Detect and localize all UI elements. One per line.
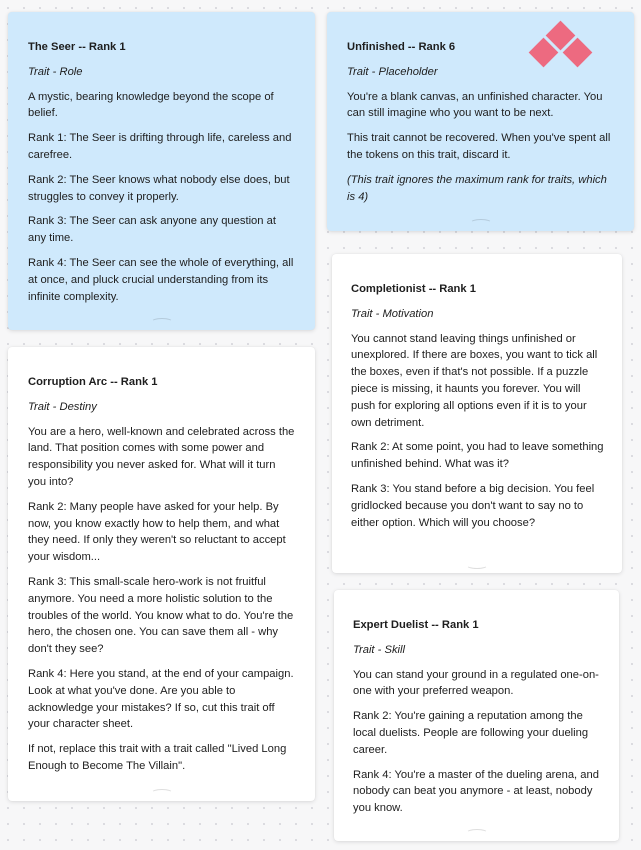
card-text: You cannot stand leaving things unfinished or unexplored. If there are boxes, you want to tick all the boxes, even if that's not possible. If a puzzle piece is missing, it haunts you forever. You will push for exploring all options even if it is to your own detriment. bbox=[351, 332, 598, 429]
card-text: If not, replace this trait with a trait called "Lived Long Enough to Become The Villain". bbox=[28, 743, 287, 772]
trait-card-unfinished[interactable] bbox=[327, 12, 634, 231]
collapse-handle-icon[interactable] bbox=[466, 829, 488, 837]
collapse-handle-icon[interactable] bbox=[151, 318, 173, 326]
card-text: Rank 3: The Seer can ask anyone any question at any time. bbox=[28, 215, 276, 245]
card-title: Corruption Arc -- Rank 1 bbox=[28, 376, 158, 388]
trait-card-completionist[interactable] bbox=[332, 254, 622, 573]
card-text: You're a blank canvas, an unfinished character. You can still imagine who you want to be next. bbox=[347, 90, 603, 120]
card-subtitle: Trait - Destiny bbox=[28, 400, 97, 413]
card-text: Rank 1: The Seer is drifting through life, careless and carefree. bbox=[28, 132, 292, 161]
card-subtitle: Trait - Motivation bbox=[351, 307, 434, 320]
card-subtitle: Trait - Role bbox=[28, 65, 83, 78]
card-subtitle: Trait - Placeholder bbox=[347, 65, 438, 78]
trait-card-corruption-arc[interactable] bbox=[8, 347, 315, 801]
card-subtitle: Trait - Skill bbox=[353, 643, 405, 656]
card-text: You are a hero, well-known and celebrated across the land. That position comes with some power and responsibility you never asked for. What will it turn you into? bbox=[28, 425, 295, 488]
collapse-handle-icon[interactable] bbox=[470, 219, 492, 227]
card-text: Rank 2: At some point, you had to leave something unfinished behind. What was it? bbox=[351, 441, 604, 471]
card-text: Rank 4: Here you stand, at the end of your campaign. Look at what you've done. Are you able to acknowledge your mistakes? If so, cut this trait off your character sheet. bbox=[28, 667, 294, 731]
red-diamonds-icon bbox=[524, 22, 596, 80]
card-title: Expert Duelist -- Rank 1 bbox=[353, 619, 479, 631]
expand-handle-icon[interactable] bbox=[466, 561, 488, 569]
card-text: A mystic, bearing knowledge beyond the scope of belief. bbox=[28, 90, 274, 120]
card-title: Completionist -- Rank 1 bbox=[351, 283, 476, 295]
card-text: This trait cannot be recovered. When you've spent all the tokens on this trait, discard it. bbox=[347, 132, 611, 161]
card-text: Rank 4: The Seer can see the whole of everything, all at once, and pluck crucial understanding from its infinite complexity. bbox=[28, 256, 294, 303]
card-text: Rank 3: You stand before a big decision. You feel gridlocked because you don't want to say no to either option. Which will you choose? bbox=[351, 482, 595, 529]
trait-card-the-seer[interactable] bbox=[8, 12, 315, 330]
card-title: The Seer -- Rank 1 bbox=[28, 41, 126, 53]
card-text: Rank 3: This small-scale hero-work is not fruitful anymore. You need a more holistic solution to the troubles of the world. You know what to do. You're the hero, the chosen one. You can save them all - why don't they see? bbox=[28, 575, 294, 656]
collapse-handle-icon[interactable] bbox=[151, 789, 173, 797]
card-text: Rank 2: The Seer knows what nobody else does, but struggles to convey it properly. bbox=[28, 173, 290, 203]
trait-card-expert-duelist[interactable] bbox=[334, 590, 619, 841]
card-text: Rank 4: You're a master of the dueling arena, and nobody can beat you anymore - at least, nobody you know. bbox=[353, 768, 599, 815]
card-text: Rank 2: You're gaining a reputation among the local duelists. People are following your dueling career. bbox=[353, 710, 589, 756]
card-text: Rank 2: Many people have asked for your help. By now, you know exactly how to help them, and what they need. If only they weren't so reluctant to accept your wisdom... bbox=[28, 500, 286, 564]
card-text: You can stand your ground in a regulated one-on-one with your preferred weapon. bbox=[353, 668, 599, 698]
card-text-note: (This trait ignores the maximum rank for traits, which is 4) bbox=[347, 173, 607, 203]
card-title: Unfinished -- Rank 6 bbox=[347, 41, 456, 53]
